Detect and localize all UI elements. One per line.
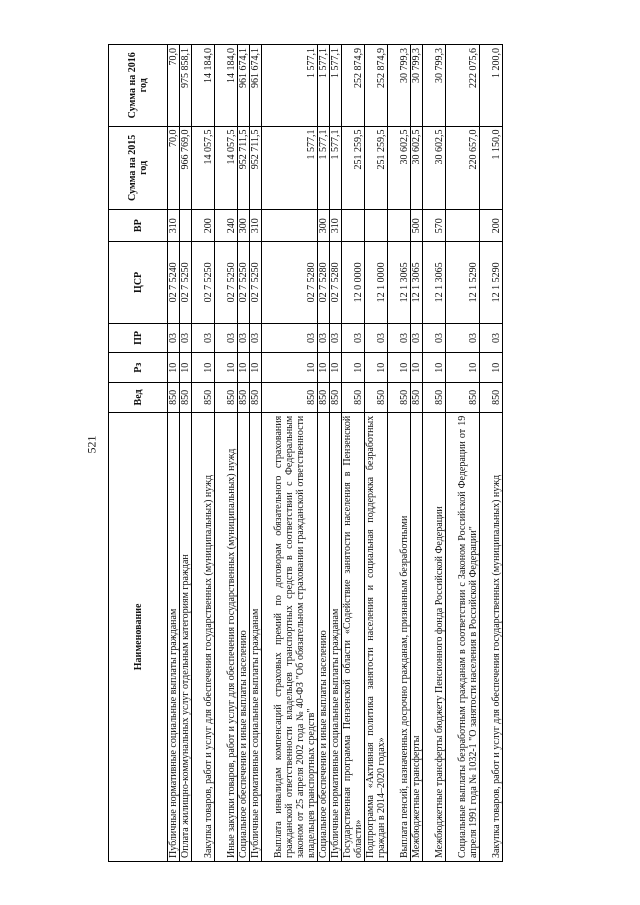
- cell-sum-2015: 30 602,5: [411, 126, 423, 210]
- cell-sum-2015: 1 577,1: [318, 126, 330, 210]
- budget-table: [108, 44, 503, 862]
- cell-sum-2015: 70,0: [168, 126, 180, 210]
- cell-vr: [342, 210, 365, 242]
- cell-ved: 850: [318, 383, 330, 413]
- cell-name: Закупка товаров, работ и услуг для обеспечения государственных (муниципальных) нужд: [480, 412, 503, 861]
- cell-csr: 12 0 0000: [342, 242, 365, 323]
- cell-sum-2015: 14 057,5: [192, 126, 215, 210]
- cell-vr: 500: [411, 210, 423, 242]
- cell-rz: 10: [215, 353, 238, 383]
- cell-vr: 570: [423, 210, 446, 242]
- table-row: [215, 45, 238, 862]
- cell-vr: 200: [480, 210, 503, 242]
- cell-name: Выплата пенсий, назначенных досрочно гражданам, признанным безработными: [388, 412, 411, 861]
- cell-sum-2016: 975 858,1: [180, 45, 192, 127]
- cell-csr: 12 1 5290: [446, 242, 480, 323]
- cell-vr: 300: [318, 210, 330, 242]
- cell-csr: 12 1 3065: [388, 242, 411, 323]
- cell-vr: 310: [330, 210, 342, 242]
- cell-sum-2015: 1 150,0: [480, 126, 503, 210]
- cell-csr: 02 7 5280: [330, 242, 342, 323]
- cell-vr: [262, 210, 318, 242]
- cell-sum-2015: 30 602,5: [388, 126, 411, 210]
- cell-vr: 240: [215, 210, 238, 242]
- table-row: [180, 45, 192, 862]
- cell-ved: 850: [446, 383, 480, 413]
- cell-sum-2016: 252 874,9: [365, 45, 388, 127]
- cell-vr: 200: [192, 210, 215, 242]
- table-row: [342, 45, 365, 862]
- table-row: [446, 45, 480, 862]
- table-header-row: [109, 45, 168, 862]
- cell-rz: 10: [180, 353, 192, 383]
- cell-csr: 02 7 5250: [180, 242, 192, 323]
- cell-sum-2015: 251 259,5: [342, 126, 365, 210]
- table-row: [411, 45, 423, 862]
- table-row: [192, 45, 215, 862]
- table-row: [318, 45, 330, 862]
- cell-rz: 10: [365, 353, 388, 383]
- cell-name: Социальное обеспечение и иные выплаты населению: [238, 412, 250, 861]
- cell-ved: 850: [342, 383, 365, 413]
- table-row: [365, 45, 388, 862]
- table-row: [480, 45, 503, 862]
- table-row: [250, 45, 262, 862]
- cell-csr: 02 7 5250: [238, 242, 250, 323]
- cell-name: Закупка товаров, работ и услуг для обеспечения государственных (муниципальных) нужд: [192, 412, 215, 861]
- table-row: [388, 45, 411, 862]
- cell-name: Публичные нормативные социальные выплаты гражданам: [168, 412, 180, 861]
- cell-name: Социальные выплаты безработным гражданам в соответствии с Законом Российской Федерации от 19 апреля 1991 года № 1032-1 "О занятости населения в Российской Федерации": [446, 412, 480, 861]
- cell-ved: 850: [238, 383, 250, 413]
- cell-sum-2016: 1 577,1: [262, 45, 318, 127]
- cell-ved: 850: [215, 383, 238, 413]
- cell-ved: 850: [180, 383, 192, 413]
- cell-pr: 03: [423, 323, 446, 353]
- cell-sum-2015: 14 057,5: [215, 126, 238, 210]
- cell-sum-2016: 1 200,0: [480, 45, 503, 127]
- cell-pr: 03: [168, 323, 180, 353]
- table-row: [262, 45, 318, 862]
- cell-sum-2016: 30 799,3: [388, 45, 411, 127]
- cell-ved: 850: [168, 383, 180, 413]
- cell-csr: 02 7 5250: [192, 242, 215, 323]
- cell-rz: 10: [446, 353, 480, 383]
- rotated-table-wrapper: [108, 44, 548, 862]
- header-rz: Рз: [109, 353, 168, 383]
- cell-pr: 03: [365, 323, 388, 353]
- cell-pr: 03: [318, 323, 330, 353]
- cell-name: Выплата инвалидам компенсаций страховых премий по договорам обязательного страхования гражданской ответственности владельцев транспортных средств в соответствии с Федеральным законом от 25 апреля 2002 года № 40-ФЗ "Об обязательном страховании гражданской ответственности владельцев транспортных средств": [262, 412, 318, 861]
- cell-rz: 10: [411, 353, 423, 383]
- cell-pr: 03: [388, 323, 411, 353]
- cell-pr: 03: [262, 323, 318, 353]
- cell-vr: [180, 210, 192, 242]
- cell-sum-2015: 30 602,5: [423, 126, 446, 210]
- cell-rz: 10: [238, 353, 250, 383]
- cell-pr: 03: [180, 323, 192, 353]
- cell-rz: 10: [388, 353, 411, 383]
- cell-vr: [365, 210, 388, 242]
- cell-rz: 10: [330, 353, 342, 383]
- header-ved: Вед: [109, 383, 168, 413]
- cell-sum-2016: 14 184,0: [192, 45, 215, 127]
- cell-sum-2016: 30 799,3: [423, 45, 446, 127]
- header-csr: ЦСР: [109, 242, 168, 323]
- cell-rz: 10: [168, 353, 180, 383]
- cell-rz: 10: [262, 353, 318, 383]
- cell-rz: 10: [250, 353, 262, 383]
- cell-pr: 03: [238, 323, 250, 353]
- cell-pr: 03: [342, 323, 365, 353]
- cell-pr: 03: [192, 323, 215, 353]
- cell-ved: 850: [423, 383, 446, 413]
- cell-sum-2016: 961 674,1: [250, 45, 262, 127]
- cell-name: Публичные нормативные социальные выплаты гражданам: [330, 412, 342, 861]
- cell-ved: 850: [192, 383, 215, 413]
- cell-pr: 03: [330, 323, 342, 353]
- cell-ved: 850: [330, 383, 342, 413]
- cell-csr: 02 7 5250: [250, 242, 262, 323]
- cell-name: Государственная программа Пензенской области «Содействие занятости населения в Пензенской области»: [342, 412, 365, 861]
- cell-pr: 03: [250, 323, 262, 353]
- cell-ved: 850: [388, 383, 411, 413]
- cell-sum-2016: 70,0: [168, 45, 180, 127]
- cell-ved: 850: [411, 383, 423, 413]
- cell-sum-2015: 966 769,0: [180, 126, 192, 210]
- cell-rz: 10: [318, 353, 330, 383]
- table-row: [168, 45, 180, 862]
- cell-ved: 850: [365, 383, 388, 413]
- cell-vr: 300: [238, 210, 250, 242]
- cell-name: Оплата жилищно-коммунальных услуг отдельным категориям граждан: [180, 412, 192, 861]
- cell-csr: 02 7 5240: [168, 242, 180, 323]
- cell-name: Социальное обеспечение и иные выплаты населению: [318, 412, 330, 861]
- header-pr: ПР: [109, 323, 168, 353]
- cell-sum-2016: 1 577,1: [330, 45, 342, 127]
- cell-csr: 02 7 5280: [262, 242, 318, 323]
- cell-vr: 310: [168, 210, 180, 242]
- cell-sum-2016: 1 577,1: [318, 45, 330, 127]
- cell-sum-2015: 220 657,0: [446, 126, 480, 210]
- cell-sum-2015: 251 259,5: [365, 126, 388, 210]
- cell-name: Публичные нормативные социальные выплаты гражданам: [250, 412, 262, 861]
- cell-sum-2015: 952 711,5: [238, 126, 250, 210]
- cell-rz: 10: [423, 353, 446, 383]
- cell-csr: 12 1 3065: [411, 242, 423, 323]
- cell-sum-2015: 1 577,1: [330, 126, 342, 210]
- cell-pr: 03: [446, 323, 480, 353]
- cell-name: Межбюджетные трансферты бюджету Пенсионного фонда Российской Федерации: [423, 412, 446, 861]
- cell-csr: 02 7 5250: [215, 242, 238, 323]
- cell-vr: [388, 210, 411, 242]
- cell-ved: 850: [480, 383, 503, 413]
- cell-vr: 310: [250, 210, 262, 242]
- table-row: [238, 45, 250, 862]
- cell-sum-2015: 1 577,1: [262, 126, 318, 210]
- header-sum-2015: Сумма на 2015 год: [109, 126, 168, 210]
- cell-name: Иные закупки товаров, работ и услуг для обеспечения государственных (муниципальных) нужд: [215, 412, 238, 861]
- cell-name: Подпрограмма «Активная политика занятости населения и социальная поддержка безработных граждан в 2014–2020 годах»: [365, 412, 388, 861]
- cell-vr: [446, 210, 480, 242]
- cell-sum-2015: 952 711,5: [250, 126, 262, 210]
- cell-name: Межбюджетные трансферты: [411, 412, 423, 861]
- cell-csr: 12 1 0000: [365, 242, 388, 323]
- cell-pr: 03: [215, 323, 238, 353]
- page-number: 521: [84, 435, 99, 454]
- cell-sum-2016: 30 799,3: [411, 45, 423, 127]
- cell-sum-2016: 252 874,9: [342, 45, 365, 127]
- table-row: [423, 45, 446, 862]
- cell-csr: 12 1 3065: [423, 242, 446, 323]
- cell-ved: 850: [262, 383, 318, 413]
- cell-csr: 12 1 5290: [480, 242, 503, 323]
- cell-rz: 10: [342, 353, 365, 383]
- header-vr: ВР: [109, 210, 168, 242]
- cell-pr: 03: [411, 323, 423, 353]
- header-name: Наименование: [109, 412, 168, 861]
- cell-rz: 10: [480, 353, 503, 383]
- table-row: [330, 45, 342, 862]
- cell-csr: 02 7 5280: [318, 242, 330, 323]
- cell-rz: 10: [192, 353, 215, 383]
- cell-sum-2016: 14 184,0: [215, 45, 238, 127]
- cell-pr: 03: [480, 323, 503, 353]
- cell-sum-2016: 222 075,6: [446, 45, 480, 127]
- cell-sum-2016: 961 674,1: [238, 45, 250, 127]
- cell-ved: 850: [250, 383, 262, 413]
- header-sum-2016: Сумма на 2016 год: [109, 45, 168, 127]
